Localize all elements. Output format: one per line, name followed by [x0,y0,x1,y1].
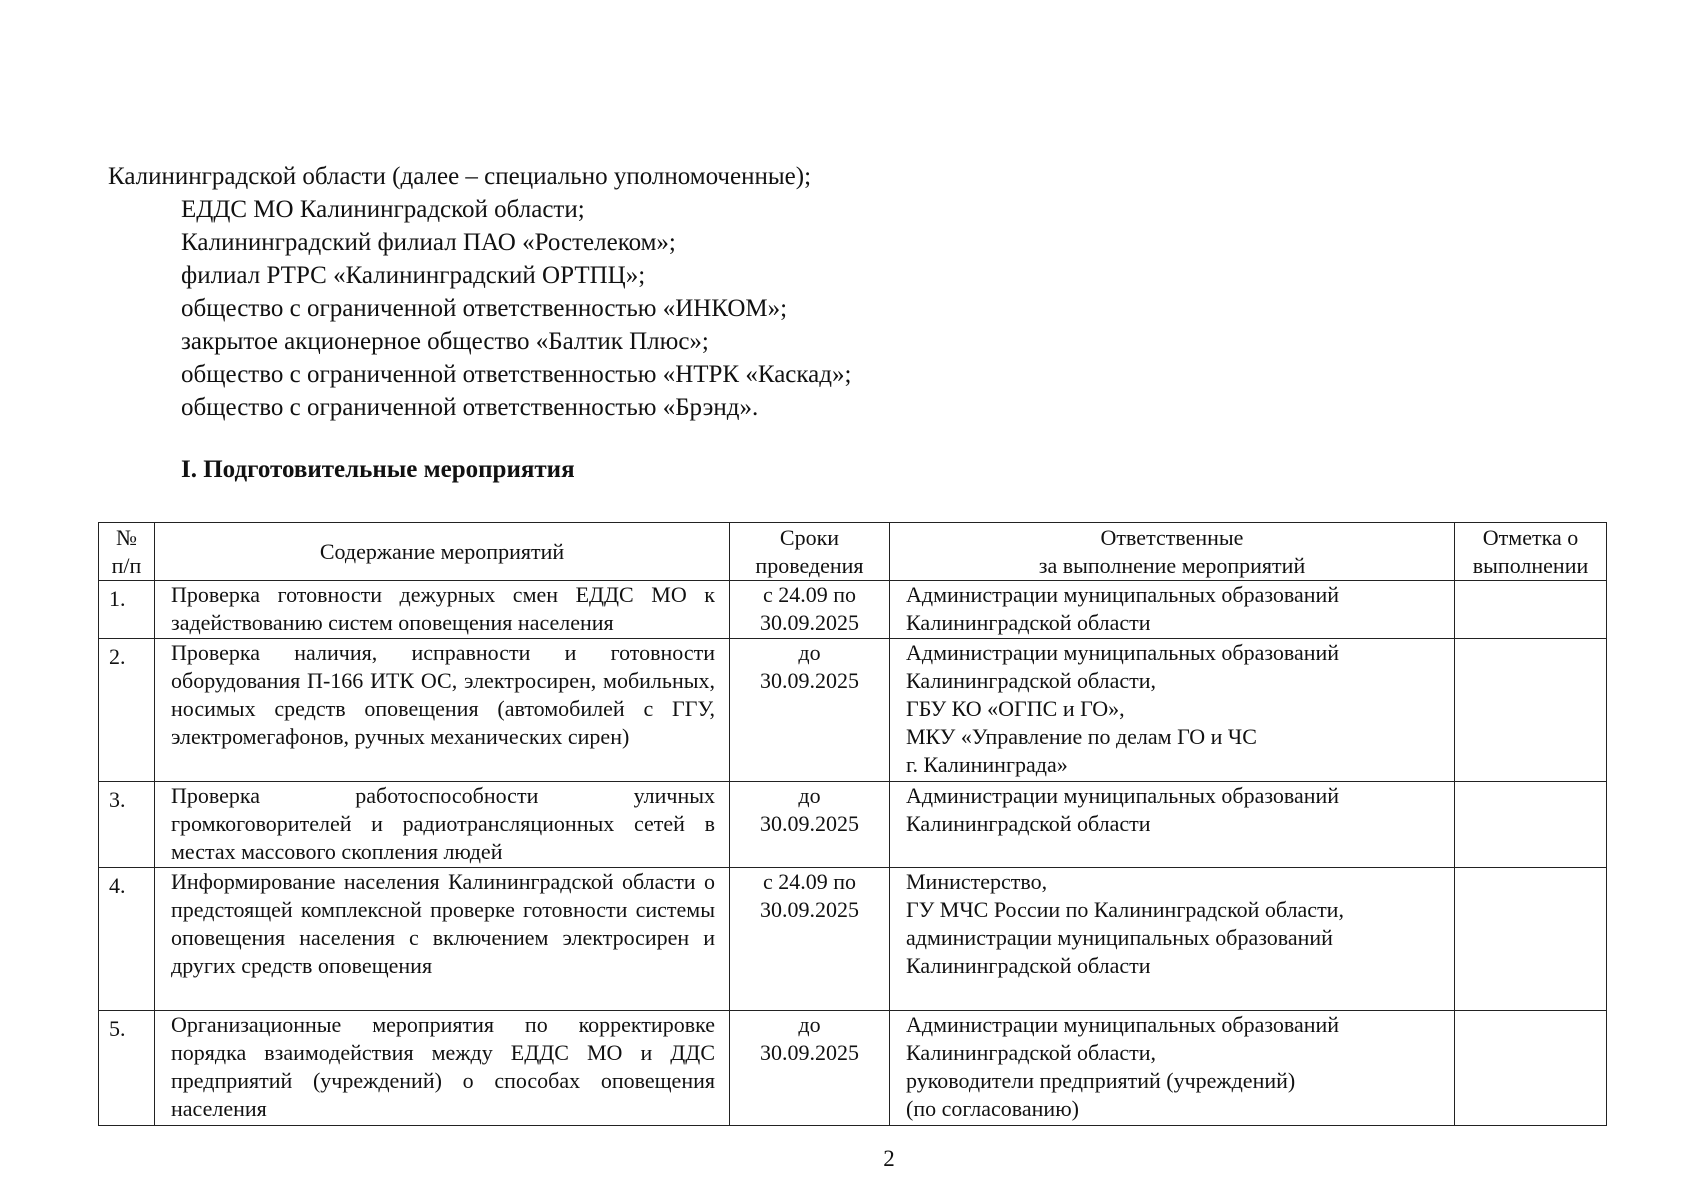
row-dates-line: до [798,640,821,665]
row-content: Проверка работоспособности уличных громкоговорителей и радиотрансляционных сетей в местах массового скопления людей [155,782,730,868]
row-mark [1455,1011,1607,1126]
table-row [99,639,1607,782]
table-row [99,868,1607,1011]
header-content: Содержание мероприятий [155,523,730,581]
header-num-line: п/п [111,552,142,578]
intro-line: закрытое акционерное общество «Балтик Плюс»; [181,328,709,355]
row-dates-line: до [798,1012,821,1037]
intro-line: общество с ограниченной ответственностью «ИНКОМ»; [181,295,788,322]
intro-line: ЕДДС МО Калининградской области; [181,196,585,223]
header-mark [1455,523,1607,581]
row-responsible-line: Администрации муниципальных образований [906,582,1340,607]
row-dates-line: 30.09.2025 [760,811,859,836]
row-mark [1455,581,1607,639]
row-responsible-line: ГБУ КО «ОГПС и ГО», [906,696,1125,721]
row-dates-line: с 24.09 по [762,869,857,894]
row-num: 2. [99,639,155,782]
row-mark [1455,639,1607,782]
row-content: Проверка готовности дежурных смен ЕДДС МО к задействованию систем оповещения населения [155,581,730,639]
row-responsible-line: администрации муниципальных образований [906,925,1333,950]
row-responsible-line: руководители предприятий (учреждений) [906,1068,1296,1093]
row-num: 3. [99,782,155,868]
row-content: Проверка наличия, исправности и готовности оборудования П-166 ИТК ОС, электросирен, мобильных, носимых средств оповещения (автомобилей с ГГУ, электромегафонов, ручных механических сирен) [155,639,730,782]
row-responsible-line: МКУ «Управление по делам ГО и ЧС [906,724,1257,749]
row-responsible-line: (по согласованию) [906,1096,1079,1121]
row-num: 4. [99,868,155,1011]
row-responsible [890,581,1455,639]
intro-line: Калининградский филиал ПАО «Ростелеком»; [181,229,676,256]
row-mark [1455,782,1607,868]
row-responsible-line: Администрации муниципальных образований [906,1012,1340,1037]
header-responsible [890,523,1455,581]
row-content: Организационные мероприятия по корректировке порядка взаимодействия между ЕДДС МО и ДДС предприятий (учреждений) о способах оповещения населения [155,1011,730,1126]
row-num: 5. [99,1011,155,1126]
row-responsible [890,1011,1455,1126]
table-row [99,1011,1607,1126]
row-responsible-line: г. Калининграда» [906,752,1068,777]
row-responsible-line: Калининградской области, [906,1040,1157,1065]
row-mark [1455,868,1607,1011]
row-dates [730,581,890,639]
row-num: 1. [99,581,155,639]
row-dates-line: 30.09.2025 [760,610,859,635]
row-responsible-line: ГУ МЧС России по Калининградской области, [906,897,1344,922]
activities-table [98,522,1607,1126]
intro-line: Калининградской области (далее – специально уполномоченные); [108,163,812,190]
section-title: I. Подготовительные мероприятия [181,456,575,483]
header-dates-line: Сроки [779,524,840,550]
page-number: 2 [883,1146,895,1171]
header-responsible-line: за выполнение мероприятий [1038,552,1306,578]
header-dates [730,523,890,581]
intro-list [108,160,1508,424]
row-dates-line: 30.09.2025 [760,668,859,693]
row-dates-line: до [798,783,821,808]
intro-line: филиал РТРС «Калининградский ОРТПЦ»; [181,262,646,289]
row-responsible-line: Администрации муниципальных образований [906,640,1340,665]
header-mark-line: выполнении [1472,552,1589,578]
header-num [99,523,155,581]
row-dates-line: с 24.09 по [762,582,857,607]
row-dates [730,1011,890,1126]
row-responsible-line: Калининградской области [906,953,1151,978]
table-row [99,782,1607,868]
row-dates [730,639,890,782]
intro-line: общество с ограниченной ответственностью «Брэнд». [181,394,759,421]
header-mark-line: Отметка о [1482,524,1579,550]
table-header-row [99,523,1607,581]
row-responsible-line: Калининградской области [906,811,1151,836]
row-responsible [890,868,1455,1011]
row-dates [730,868,890,1011]
table-row [99,581,1607,639]
row-responsible [890,639,1455,782]
header-num-line: № [116,524,137,550]
intro-line: общество с ограниченной ответственностью «НТРК «Каскад»; [181,361,852,388]
row-dates-line: 30.09.2025 [760,897,859,922]
row-responsible-line: Администрации муниципальных образований [906,783,1340,808]
row-dates-line: 30.09.2025 [760,1040,859,1065]
header-responsible-line: Ответственные [1100,524,1244,550]
row-content: Информирование населения Калининградской области о предстоящей комплексной проверке готовности системы оповещения населения с включением электросирен и других средств оповещения [155,868,730,1011]
row-dates [730,782,890,868]
row-responsible [890,782,1455,868]
row-responsible-line: Калининградской области, [906,668,1157,693]
header-dates-line: проведения [755,552,864,578]
row-responsible-line: Калининградской области [906,610,1151,635]
row-responsible-line: Министерство, [906,869,1048,894]
